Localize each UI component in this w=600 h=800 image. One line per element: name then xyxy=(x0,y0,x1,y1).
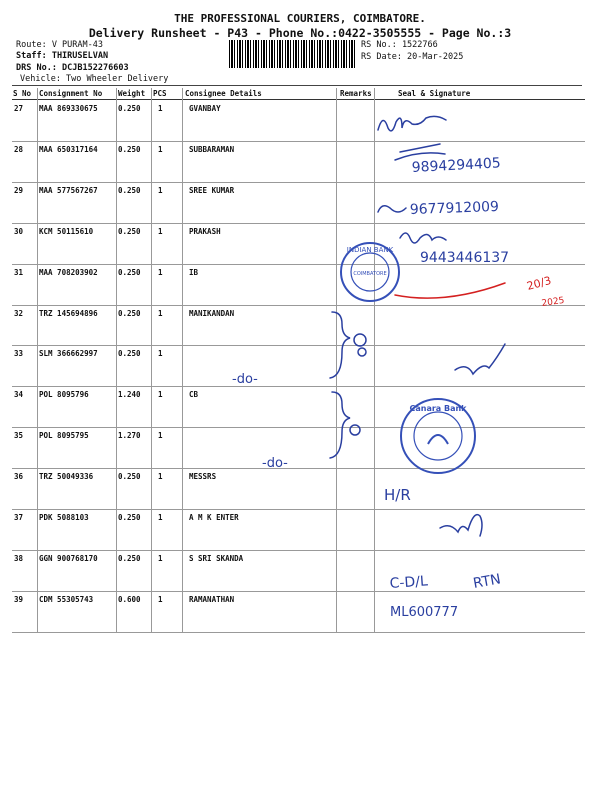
cell-weight: 0.250 xyxy=(118,472,141,482)
stamp-text-top: INDIAN BANK xyxy=(346,246,394,254)
col-seal: Seal & Signature xyxy=(398,89,471,98)
cell-sno: 31 xyxy=(14,267,24,277)
cell-consignment: PDK 5088103 xyxy=(39,513,89,522)
cell-consignee: GVANBAY xyxy=(189,104,221,113)
cell-weight: 0.600 xyxy=(118,594,141,604)
cell-consignment: MAA 869330675 xyxy=(39,104,98,113)
cell-consignment: MAA 650317164 xyxy=(39,144,98,154)
cell-consignment: SLM 366662997 xyxy=(39,349,98,359)
col-remarks: Remarks xyxy=(340,89,372,98)
cell-consignment: KCM 50115610 xyxy=(39,226,94,236)
cell-pcs: 1 xyxy=(158,144,163,154)
cell-weight: 0.250 xyxy=(118,513,141,522)
cell-consignment: MAA 708203902 xyxy=(39,267,98,277)
cell-consignee: PRAKASH xyxy=(189,226,221,236)
handwritten-phone-31: 9443446137 xyxy=(420,250,510,266)
handwritten-row39: ML600777 xyxy=(390,605,459,620)
cell-sno: 36 xyxy=(14,472,24,482)
cell-pcs: 1 xyxy=(158,553,163,563)
cell-weight: 0.250 xyxy=(118,144,141,154)
cell-sno: 29 xyxy=(14,185,24,195)
cell-consignee: IB xyxy=(189,267,199,277)
cell-pcs: 1 xyxy=(158,472,163,482)
cell-consignee: SUBBARAMAN xyxy=(189,144,235,154)
col-sno: S No xyxy=(13,89,32,98)
ditto-mark: -do- xyxy=(262,456,288,471)
cell-consignment: CDM 55305743 xyxy=(39,594,94,604)
cell-consignment: TRZ 50049336 xyxy=(39,472,94,482)
cell-consignment: POL 8095795 xyxy=(39,431,89,441)
stamp-text-top: Canara Bank xyxy=(409,404,467,413)
cell-weight: 0.250 xyxy=(118,104,141,113)
cell-consignee: CB xyxy=(189,390,199,400)
cell-pcs: 1 xyxy=(158,594,163,604)
cell-consignee: SREE KUMAR xyxy=(189,185,235,195)
drs-number: DRS No.: DCJB152276603 xyxy=(16,63,129,73)
cell-weight: 0.250 xyxy=(118,349,141,359)
cell-weight: 0.250 xyxy=(118,226,141,236)
cell-pcs: 1 xyxy=(158,349,163,359)
cell-pcs: 1 xyxy=(158,390,163,400)
cell-sno: 34 xyxy=(14,390,24,400)
cell-sno: 37 xyxy=(14,513,24,522)
cell-sno: 35 xyxy=(14,431,24,441)
cell-pcs: 1 xyxy=(158,267,163,277)
cell-weight: 0.250 xyxy=(118,267,141,277)
cell-sno: 30 xyxy=(14,226,24,236)
rs-number: RS No.: 1522766 xyxy=(361,40,438,50)
cell-weight: 1.240 xyxy=(118,390,141,400)
ditto-mark: -do- xyxy=(232,372,258,387)
cell-consignment: TRZ 145694896 xyxy=(39,308,98,318)
staff: Staff: THIRUSELVAN xyxy=(16,51,109,61)
cell-consignee: MESSRS xyxy=(189,472,217,482)
company-title: THE PROFESSIONAL COURIERS, COIMBATORE. xyxy=(174,12,426,25)
handwritten-cdl: C-D/L xyxy=(389,573,429,592)
col-consignee: Consignee Details xyxy=(185,89,262,98)
cell-consignee: S SRI SKANDA xyxy=(189,553,244,563)
handwritten-phone-29: 9677912009 xyxy=(409,198,500,218)
handwritten-date: 20/3 xyxy=(525,273,553,293)
handwritten-rtn: RTN xyxy=(471,571,503,592)
handwritten-hr: H/R xyxy=(384,486,411,504)
route: Route: V PURAM-43 xyxy=(16,40,103,50)
handwritten-year: 2025 xyxy=(541,295,566,309)
cell-consignee: A M K ENTER xyxy=(189,513,239,522)
cell-sno: 33 xyxy=(14,349,24,359)
cell-consignment: POL 8095796 xyxy=(39,390,89,400)
cell-sno: 28 xyxy=(14,144,24,154)
cell-pcs: 1 xyxy=(158,513,163,522)
cell-weight: 0.250 xyxy=(118,185,141,195)
cell-weight: 0.250 xyxy=(118,553,141,563)
cell-pcs: 1 xyxy=(158,431,163,441)
cell-sno: 38 xyxy=(14,553,24,563)
cell-weight: 1.270 xyxy=(118,431,141,441)
cell-pcs: 1 xyxy=(158,185,163,195)
rs-date: RS Date: 20-Mar-2025 xyxy=(361,52,464,62)
vehicle: Vehicle: Two Wheeler Delivery xyxy=(12,74,582,86)
col-weight: Weight xyxy=(118,89,146,98)
cell-sno: 32 xyxy=(14,308,24,318)
cell-weight: 0.250 xyxy=(118,308,141,318)
cell-sno: 27 xyxy=(14,104,24,113)
handwritten-phone-28: 9894294405 xyxy=(411,155,502,176)
col-consignment: Consignment No xyxy=(39,89,103,98)
col-pcs: PCS xyxy=(153,89,167,98)
cell-consignment: GGN 900768170 xyxy=(39,553,98,563)
cell-consignment: MAA 577567267 xyxy=(39,185,98,195)
cell-consignee: MANIKANDAN xyxy=(189,308,235,318)
cell-consignee: RAMANATHAN xyxy=(189,594,235,604)
stamp-text-mid: COIMBATORE xyxy=(353,271,387,277)
cell-pcs: 1 xyxy=(158,226,163,236)
cell-pcs: 1 xyxy=(158,104,163,113)
cell-pcs: 1 xyxy=(158,308,163,318)
cell-sno: 39 xyxy=(14,594,24,604)
runsheet-subtitle: Delivery Runsheet - P43 - Phone No.:0422-3505555 - Page No.:3 xyxy=(88,26,512,40)
